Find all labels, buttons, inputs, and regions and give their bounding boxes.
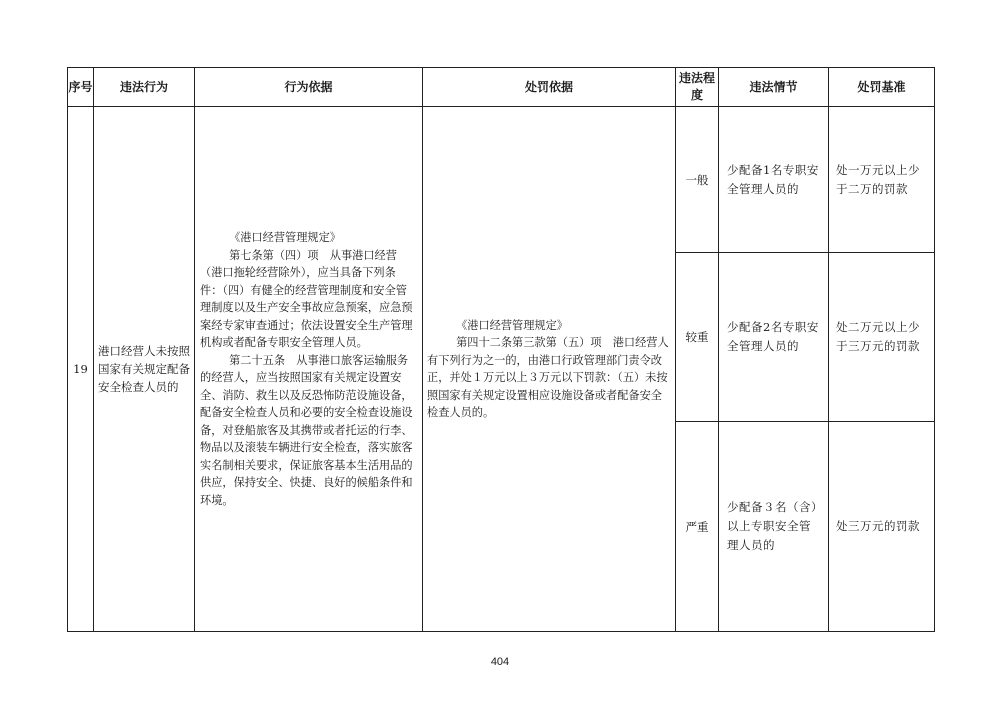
standard-serious: 处二万元以上少于三万元的罚款 — [829, 253, 935, 422]
penalty-table — [67, 67, 935, 632]
penalty-basis-article-42: 第四十二条第三款第（五）项 港口经营人有下列行为之一的，由港口行政管理部门责令改正，并处１万元以上３万元以下罚款：（五）未按照国家有关规定设置相应设施设备或者配备安全检查人员的。 — [427, 336, 669, 419]
conduct-basis-article-25: 第二十五条 从事港口旅客运输服务的经营人，应当按照国家有关规定设置安全、消防、救生以及反恐怖防范设施设备，配备安全检查人员和必要的安全检查设施设备，对登船旅客及其携带或者托运的行李、物品以及滚装车辆进行安全检查，落实旅客实名制相关要求，保证旅客基本生活用品的供应，保持安全、快捷、良好的候船条件和环境。 — [200, 353, 413, 507]
penalty-basis-title: 《港口经营管理规定》 — [456, 318, 568, 332]
header-degree: 违法程度 — [676, 68, 719, 107]
header-violation: 违法行为 — [94, 68, 195, 107]
penalty-basis-cell — [423, 107, 676, 632]
seq-cell: 19 — [68, 107, 94, 632]
standard-severe: 处三万元的罚款 — [829, 422, 935, 632]
circumstance-serious: 少配备2名专职安全管理人员的 — [719, 253, 829, 422]
header-conduct-basis: 行为依据 — [195, 68, 423, 107]
conduct-basis-title: 《港口经营管理规定》 — [229, 231, 341, 244]
violation-cell: 港口经营人未按照国家有关规定配备安全检查人员的 — [94, 107, 195, 632]
header-row — [68, 68, 935, 107]
conduct-basis-cell — [195, 107, 423, 632]
circumstance-severe: 少配备３名（含）以上专职安全管理人员的 — [719, 422, 829, 632]
header-seq: 序号 — [68, 68, 94, 107]
conduct-basis-article-7: 第七条第（四）项 从事港口经营（港口拖轮经营除外），应当具备下列条件：（四）有健全的经营管理制度和安全管理制度以及生产安全事故应急预案，应急预案经专家审查通过；依法设置安全生产管理机构或者配备专职安全管理人员。 — [200, 248, 413, 349]
header-standard: 处罚基准 — [829, 68, 935, 107]
circumstance-general: 少配备1名专职安全管理人员的 — [719, 107, 829, 253]
standard-general: 处一万元以上少于二万的罚款 — [829, 107, 935, 253]
degree-severe: 严重 — [676, 422, 719, 632]
header-penalty-basis: 处罚依据 — [423, 68, 676, 107]
header-circumstance: 违法情节 — [719, 68, 829, 107]
degree-serious: 较重 — [676, 253, 719, 422]
page-number: 404 — [490, 656, 510, 668]
table-row — [68, 107, 935, 253]
degree-general: 一般 — [676, 107, 719, 253]
